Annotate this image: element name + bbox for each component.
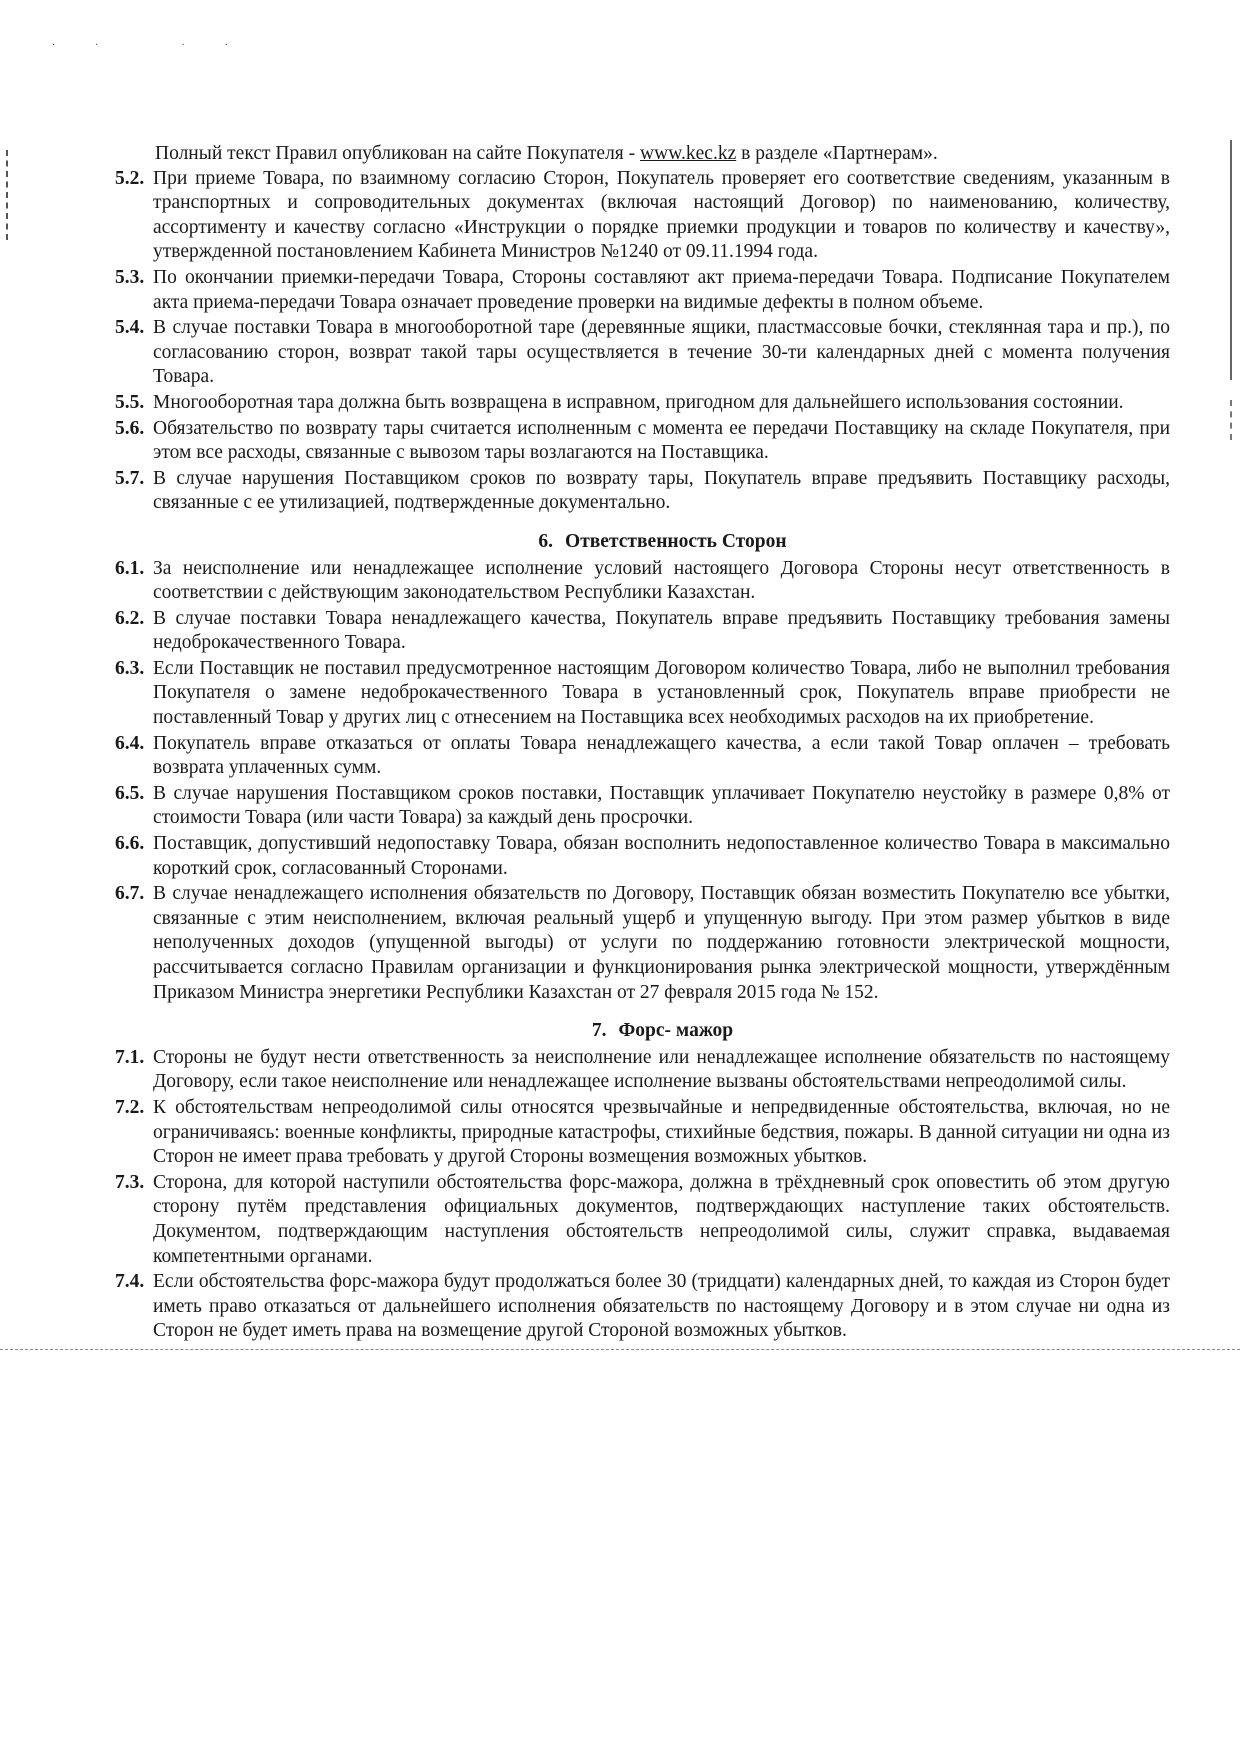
intro-text-before: Полный текст Правил опубликован на сайте Покупателя -	[155, 143, 641, 164]
scan-marks: ·· ··	[52, 40, 268, 51]
clause-5-6	[115, 417, 1170, 466]
intro-paragraph	[155, 142, 1170, 167]
clause-text: Сторона, для которой наступили обстоятельства форс-мажора, должна в трёхдневный срок оповестить об этом другую сторону путём представления официальных документов, подтверждающих наступление таких обстоятельств. Документом, подтверждающим наступления обстоятельств непреодолимой силы, служит справка, выдаваемая компетентными органами.	[153, 1171, 1170, 1267]
clause-number: 5.5.	[115, 391, 145, 413]
clause-number: 7.3.	[115, 1171, 145, 1193]
section-title: Форс- мажор	[618, 1020, 734, 1042]
clause-7-2	[115, 1096, 1170, 1170]
clause-number: 5.7.	[115, 467, 145, 489]
clause-text: Поставщик, допустивший недопоставку Товара, обязан восполнить недопоставленное количество Товара в максимально короткий срок, согласованный Сторонами.	[153, 833, 1170, 879]
clause-number: 5.3.	[115, 266, 145, 288]
clause-5-7	[115, 467, 1170, 516]
clause-6-6	[115, 832, 1170, 881]
clause-text: Обязательство по возврату тары считается исполненным с момента ее передачи Поставщику на складе Покупателя, при этом все расходы, связанные с вывозом тары возлагаются на Поставщика.	[153, 417, 1170, 464]
clause-5-4	[115, 316, 1170, 390]
section-title: Ответственность Сторон	[565, 530, 787, 552]
clause-5-3	[115, 266, 1170, 315]
clause-text: В случае нарушения Поставщиком сроков поставки, Поставщик уплачивает Покупателю неустойку в размере 0,8% от стоимости Товара (или части Товара) за каждый день просрочки.	[153, 782, 1170, 829]
section-number: 7.	[591, 1020, 607, 1042]
clause-number: 5.2.	[115, 167, 145, 189]
website-link[interactable]: www.kec.kz	[640, 143, 737, 164]
clause-6-2	[115, 607, 1170, 656]
clause-number: 6.4.	[115, 732, 145, 754]
clause-number: 5.4.	[115, 317, 145, 339]
clause-number: 6.5.	[115, 782, 145, 804]
section-7-clauses	[115, 1046, 1170, 1344]
clause-number: 6.2.	[115, 607, 145, 629]
scan-edge-mark-left	[6, 150, 12, 240]
clause-7-4	[115, 1270, 1170, 1344]
clause-text: В случае нарушения Поставщиком сроков по возврату тары, Покупатель вправе предъявить Поставщику расходы, связанные с ее утилизацией, подтвержденные документально.	[153, 467, 1170, 514]
document-body	[115, 142, 1170, 1345]
clause-5-2	[115, 167, 1170, 265]
section-6-heading	[115, 530, 1170, 555]
clause-text: Если обстоятельства форс-мажора будут продолжаться более 30 (тридцати) календарных дней, то каждая из Сторон будет иметь право отказаться от дальнейшего исполнения обязательств по настоящему Договору и в этом случае ни одна из Сторон не будет иметь права на возмещение другой Стороной возможных убытков.	[153, 1271, 1170, 1342]
section-7-heading	[115, 1019, 1170, 1044]
clause-6-3	[115, 657, 1170, 731]
clause-number: 5.6.	[115, 417, 145, 439]
clause-text: В случае поставки Товара в многооборотной таре (деревянные ящики, пластмассовые бочки, стеклянная тара и пр.), по согласованию сторон, возврат такой тары осуществляется в течение 30-ти календарных дней с момента получения Товара.	[153, 317, 1170, 388]
clause-number: 6.7.	[115, 883, 145, 905]
scan-edge-mark-right	[1230, 140, 1234, 380]
clause-6-7	[115, 882, 1170, 1005]
clause-text: При приеме Товара, по взаимному согласию Сторон, Покупатель проверяет его соответствие сведениям, указанным в транспортных и сопроводительных документах (включая настоящий Договор) по наименованию, количеству, ассортименту и качеству согласно «Инструкции о порядке приемки продукции и товаров по количеству и качеству», утвержденной постановлением Кабинета Министров №1240 от 09.11.1994 года.	[153, 167, 1170, 263]
clause-5-5	[115, 391, 1170, 416]
clause-text: В случае поставки Товара ненадлежащего качества, Покупатель вправе предъявить Поставщику требования замены недоброкачественного Товара.	[153, 607, 1170, 654]
clause-text: Многооборотная тара должна быть возвращена в исправном, пригодном для дальнейшего использования состоянии.	[153, 391, 1124, 413]
clause-text: В случае ненадлежащего исполнения обязательств по Договору, Поставщик обязан возместить Покупателю все убытки, связанные с этим неисполнением, включая реальный ущерб и упущенную выгоду. При этом размер убытков в виде неполученных доходов (упущенной выгоды) от услуги по поддержанию готовности электрической мощности, рассчитывается согласно Правилам организации и функционирования рынка электрической мощности, утверждённым Приказом Министра энергетики Республики Казахстан от 27 февраля 2015 года № 152.	[153, 883, 1170, 1003]
clause-6-1	[115, 557, 1170, 606]
clause-text: По окончании приемки-передачи Товара, Стороны составляют акт приема-передачи Товара. Подписание Покупателем акта приема-передачи Товара означает проведение проверки на видимые дефекты в полном объеме.	[153, 266, 1170, 313]
clause-7-1	[115, 1046, 1170, 1095]
section-6-clauses	[115, 557, 1170, 1006]
scan-fold-line	[0, 1349, 1240, 1350]
clause-text: Стороны не будут нести ответственность за неисполнение или ненадлежащее исполнение обязательств по настоящему Договору, если такое неисполнение или ненадлежащее исполнение вызваны обстоятельствами непреодолимой силы.	[153, 1046, 1170, 1093]
clause-6-4	[115, 732, 1170, 781]
clause-6-5	[115, 782, 1170, 831]
section-5-clauses	[115, 167, 1170, 516]
clause-text: Если Поставщик не поставил предусмотренное настоящим Договором количество Товара, либо не выполнил требования Покупателя о замене недоброкачественного Товара в установленный срок, Покупатель вправе приобрести не поставленный Товар у других лиц с отнесением на Поставщика всех необходимых расходов на их приобретение.	[153, 657, 1170, 729]
clause-7-3	[115, 1171, 1170, 1269]
clause-number: 6.6.	[115, 833, 145, 855]
clause-text: Покупатель вправе отказаться от оплаты Товара ненадлежащего качества, а если такой Товар оплачен – требовать возврата уплаченных сумм.	[153, 732, 1170, 779]
clause-text: К обстоятельствам непреодолимой силы относятся чрезвычайные и непредвиденные обстоятельства, включая, но не ограничиваясь: военные конфликты, природные катастрофы, стихийные бедствия, пожары. В данной ситуации ни одна из Сторон не имеет права требовать у другой Стороны возмещения возможных убытков.	[153, 1096, 1170, 1168]
intro-text-after: в разделе «Партнерам».	[736, 143, 938, 164]
scan-edge-mark-right-lower	[1230, 400, 1234, 440]
clause-number: 6.1.	[115, 557, 145, 579]
clause-number: 7.2.	[115, 1096, 145, 1118]
clause-number: 7.4.	[115, 1271, 145, 1293]
clause-number: 6.3.	[115, 657, 145, 679]
clause-number: 7.1.	[115, 1046, 145, 1068]
clause-text: За неисполнение или ненадлежащее исполнение условий настоящего Договора Стороны несут ответственность в соответствии с действующим законодательством Республики Казахстан.	[153, 557, 1170, 604]
section-number: 6.	[538, 530, 554, 552]
